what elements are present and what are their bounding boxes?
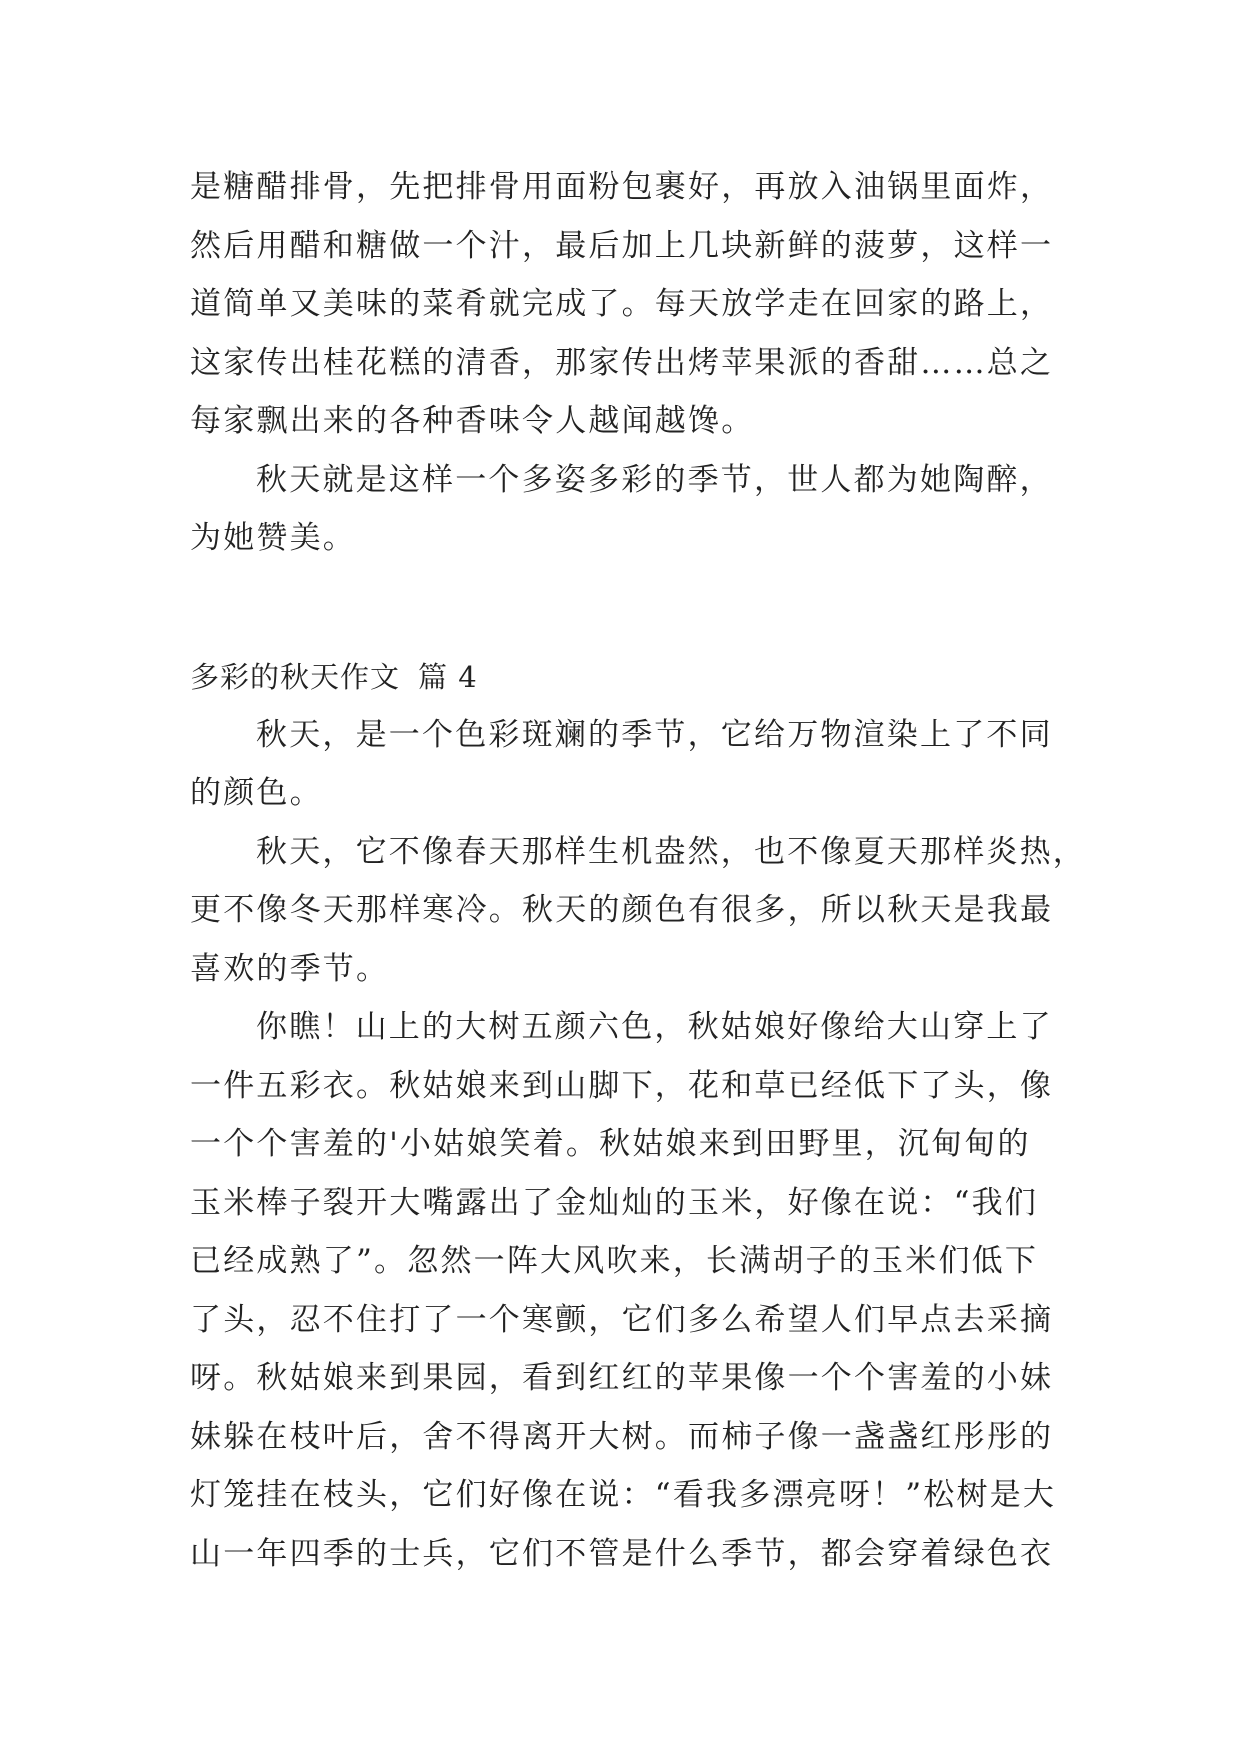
essay-paragraphs-top: [190, 158, 1058, 568]
text-line: 然后用醋和糖做一个汁，最后加上几块新鲜的菠萝，这样一: [190, 227, 1054, 264]
text-line: 更不像冬天那样寒冷。秋天的颜色有很多，所以秋天是我最: [190, 892, 1054, 928]
text-line: 灯笼挂在枝头，它们好像在说：“看我多漂亮呀！”松树是大: [190, 1477, 1057, 1513]
text-line: 玉米棒子裂开大嘴露出了金灿灿的玉米，好像在说：“我们: [190, 1184, 1039, 1221]
text-line: 道简单又美味的菜肴就完成了。每天放学走在回家的路上，: [190, 286, 1054, 322]
document-body: [190, 158, 1086, 1583]
text-line: 山一年四季的士兵，它们不管是什么季节，都会穿着绿色衣: [190, 1535, 1054, 1572]
section-number: 篇 4: [418, 659, 478, 694]
text-line: 了头，忍不住打了一个寒颤，它们多么希望人们早点去采摘: [190, 1301, 1054, 1338]
text-line: 一个个害羞的'小姑娘笑着。秋姑娘来到田野里，沉甸甸的: [190, 1126, 1031, 1162]
text-line: 每家飘出来的各种香味令人越闻越馋。: [190, 403, 755, 439]
text-line: 这家传出桂花糕的清香，那家传出烤苹果派的香甜……总之: [190, 344, 1054, 381]
section-title: 多彩的秋天作文: [190, 659, 401, 694]
section-heading: [190, 648, 1058, 706]
text-line: 秋天，它不像春天那样生机盎然，也不像夏天那样炎热，: [256, 833, 1086, 870]
text-line: 你瞧！山上的大树五颜六色，秋姑娘好像给大山穿上了: [256, 1009, 1053, 1045]
section-gap: [190, 568, 1058, 648]
text-line: 是糖醋排骨，先把排骨用面粉包裹好，再放入油锅里面炸，: [190, 169, 1054, 205]
text-line: 妹躲在枝叶后，舍不得离开大树。而柿子像一盏盏红彤彤的: [190, 1418, 1054, 1455]
text-line: 喜欢的季节。: [190, 950, 390, 987]
text-line: 已经成熟了”。忽然一阵大风吹来，长满胡子的玉米们低下: [190, 1243, 1039, 1279]
text-line: 秋天就是这样一个多姿多彩的季节，世人都为她陶醉，: [256, 461, 1053, 498]
text-line: 一件五彩衣。秋姑娘来到山脚下，花和草已经低下了头，像: [190, 1067, 1054, 1104]
text-line: 的颜色。: [190, 775, 323, 811]
text-line: 秋天，是一个色彩斑斓的季节，它给万物渲染上了不同: [256, 716, 1053, 753]
text-line: 为她赞美。: [190, 520, 356, 556]
essay-paragraphs-bottom: [190, 706, 1086, 1584]
text-line: 呀。秋姑娘来到果园，看到红红的苹果像一个个害羞的小妹: [190, 1360, 1054, 1396]
